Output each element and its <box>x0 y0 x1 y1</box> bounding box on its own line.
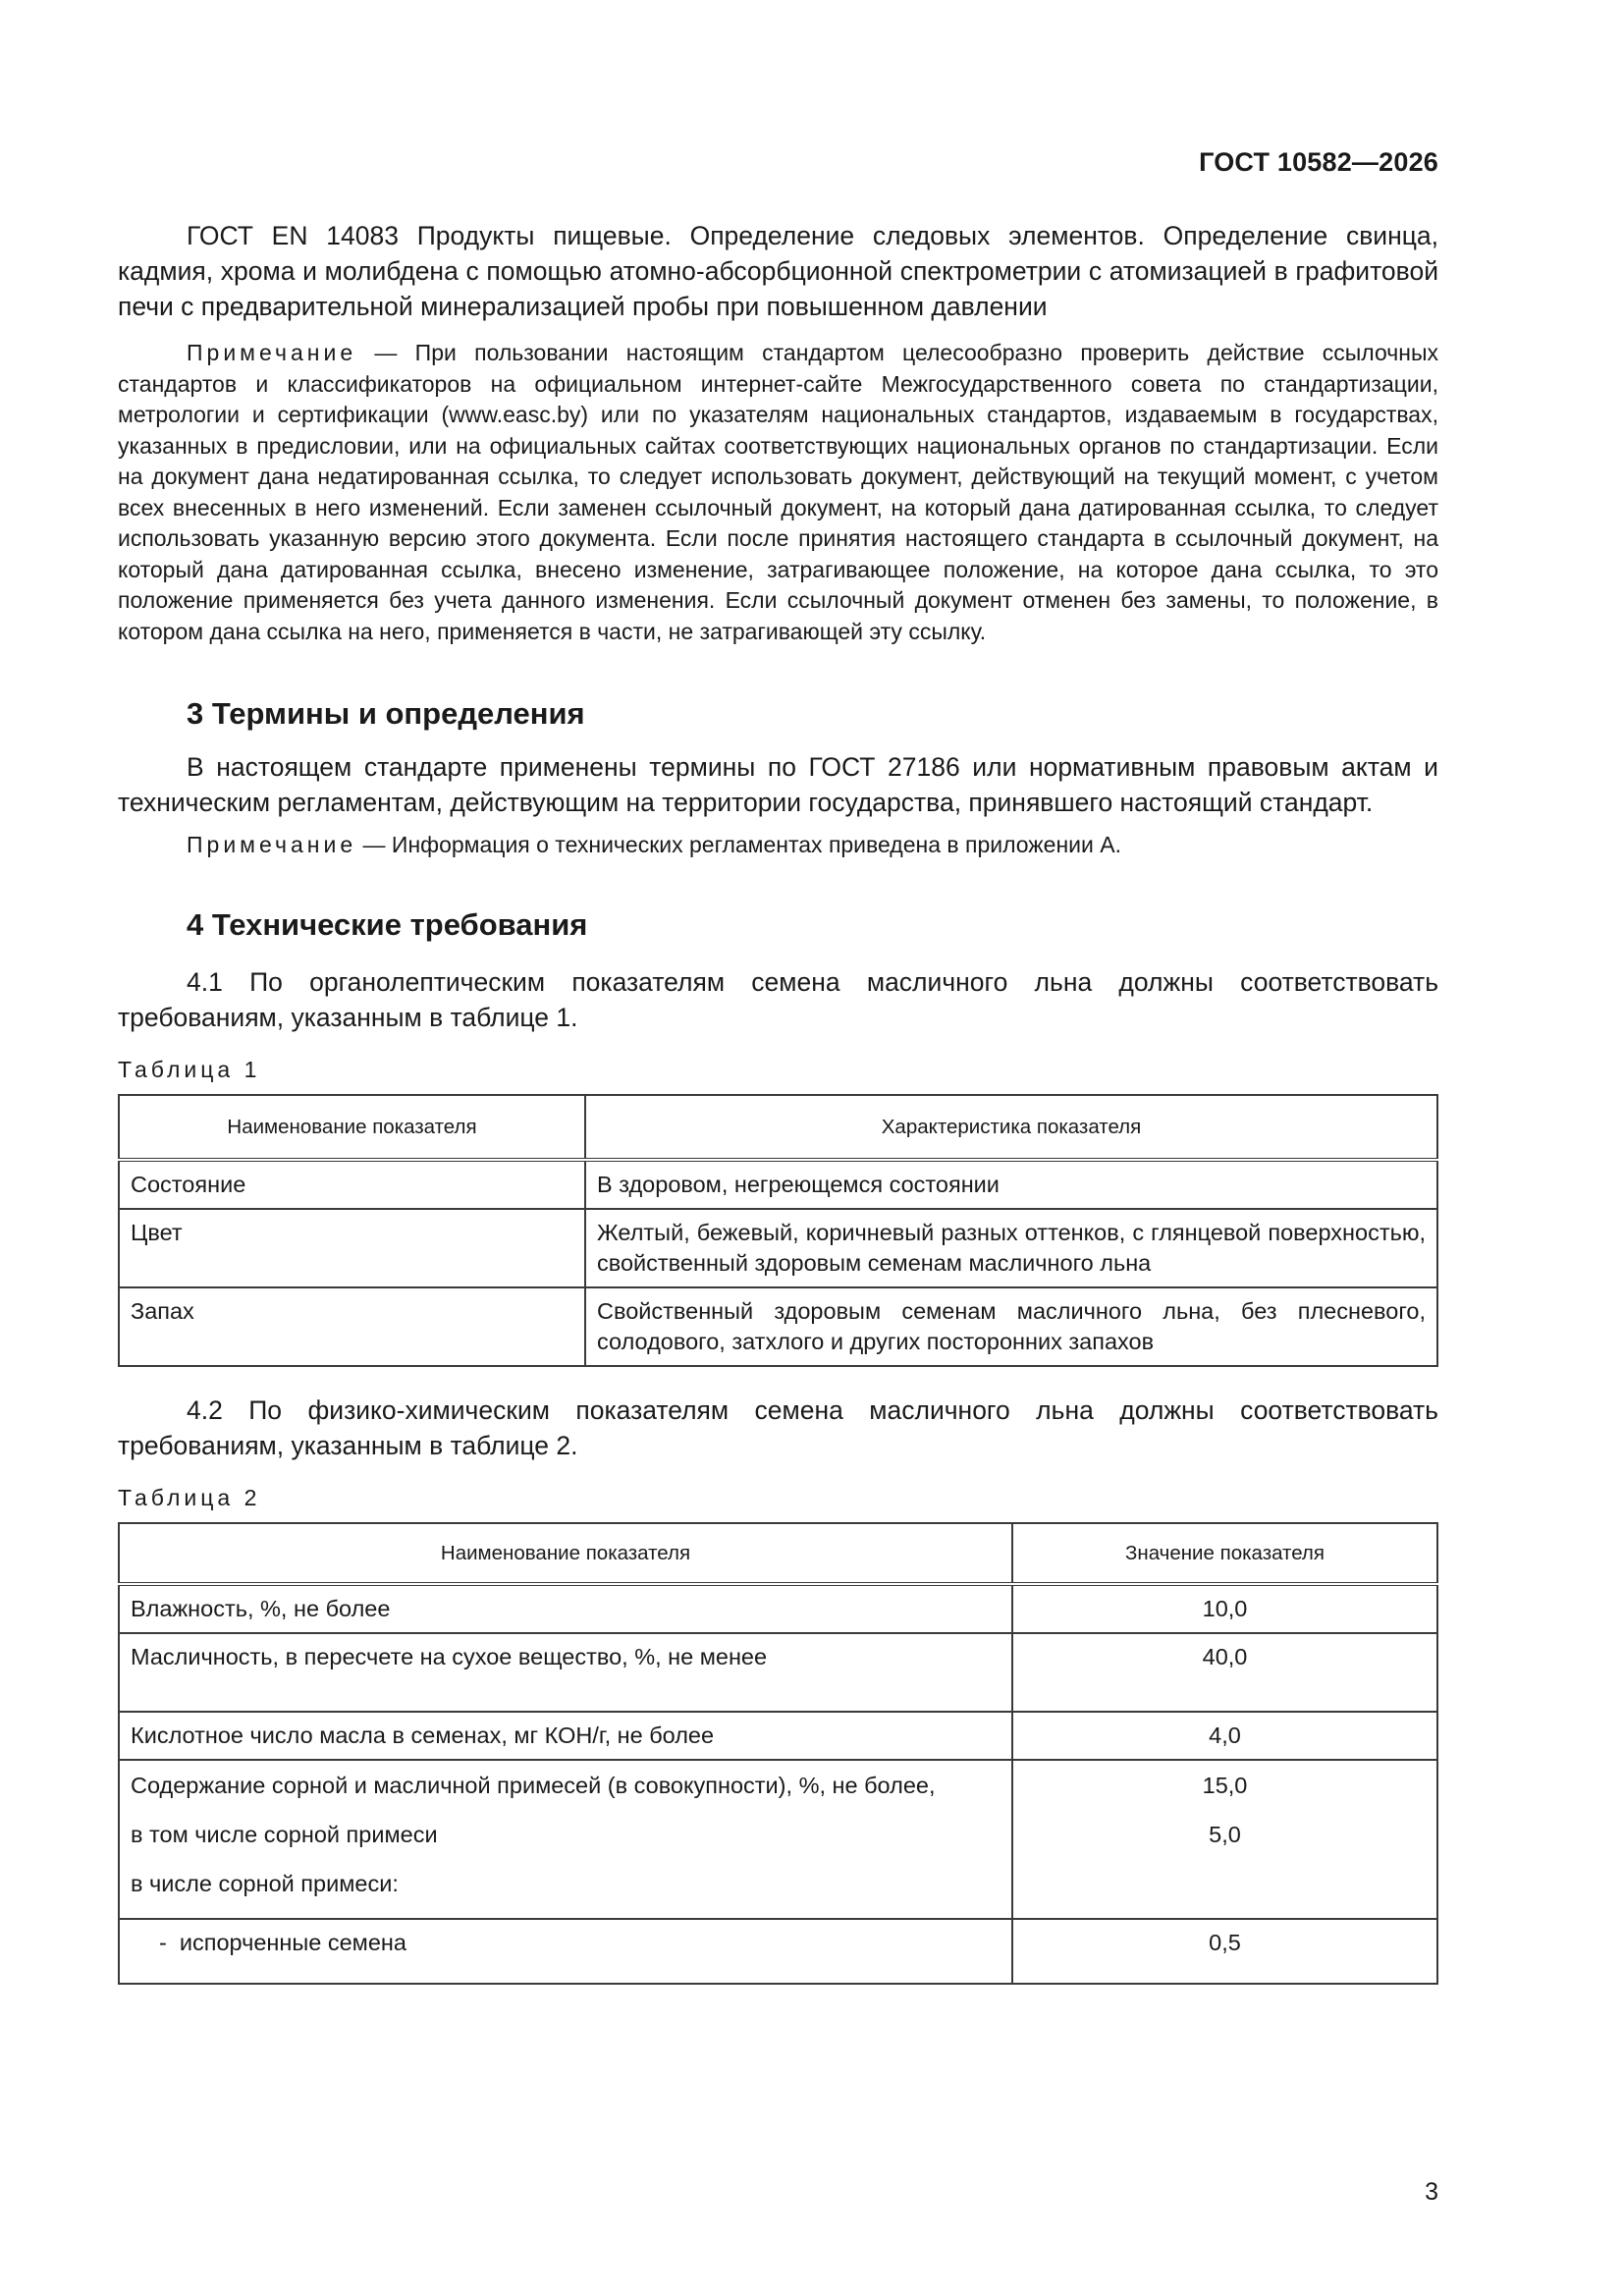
table-row <box>119 1919 1437 1984</box>
indicator-name: Кислотное число масла в семенах, мг КОН/г, не более <box>119 1712 1012 1760</box>
indicator-value-group <box>1012 1760 1437 1919</box>
note-text: — При пользовании настоящим стандартом целесообразно проверить действие ссылочных стандартов и классификаторов на официальном интернет-сайте Межгосударственного совета по стандартизации, метрологии и сертификации (www.easc.by) или по указателям национальных стандартов, издаваемым в государствах, указанных в предисловии, или на официальных сайтах соответствующих национальных органов по стандартизации. Если на документ дана недатированная ссылка, то следует использовать документ, действующий на текущий момент, с учетом всех внесенных в него изменений. Если заменен ссылочный документ, на который дана датированная ссылка, то следует использовать указанную версию этого документа. Если после принятия настоящего стандарта в ссылочный документ, на который дана датированная ссылка, внесено изменение, затрагивающее положение, на которое дана ссылка, то это положение применяется без учета данного изменения. Если ссылочный документ отменен без замены, то положение, в котором дана ссылка на него, применяется в части, не затрагивающей эту ссылку. <box>118 340 1438 644</box>
paragraph-4-2: 4.2 По физико-химическим показателям семена масличного льна должны соответствовать требованиям, указанным в таблице 2. <box>118 1394 1438 1460</box>
indicator-characteristic: Свойственный здоровым семенам масличного льна, без плесневого, солодового, затхлого и других посторонних запахов <box>585 1287 1437 1366</box>
indicator-value-line: 5,0 <box>1209 1821 1241 1847</box>
document-code: ГОСТ 10582—2026 <box>1199 147 1438 177</box>
indicator-name: Цвет <box>119 1209 585 1287</box>
indicator-name: Запах <box>119 1287 585 1366</box>
indicator-value: 0,5 <box>1012 1919 1437 1984</box>
indicator-name-line: Содержание сорной и масличной примесей (в совокупности), %, не более, <box>131 1772 936 1798</box>
note-label: Примечание <box>187 832 357 857</box>
indicator-name: - испорченные семена <box>119 1919 1012 1984</box>
indicator-characteristic: В здоровом, негреющемся состоянии <box>585 1160 1437 1209</box>
table-1 <box>118 1094 1438 1367</box>
column-header: Наименование показателя <box>119 1523 1012 1584</box>
table-2 <box>118 1522 1438 1985</box>
table-row <box>119 1760 1437 1919</box>
indicator-value: 4,0 <box>1012 1712 1437 1760</box>
table-header-row <box>119 1095 1437 1160</box>
indicator-name-line: в том числе сорной примеси <box>131 1821 438 1847</box>
page-number: 3 <box>1425 2178 1438 2206</box>
table-row <box>119 1160 1437 1209</box>
section-4-title: 4 Технические требования <box>187 906 588 942</box>
column-header: Значение показателя <box>1012 1523 1437 1584</box>
indicator-characteristic: Желтый, бежевый, коричневый разных оттенков, с глянцевой поверхностью, свойственный здоровым семенам масличного льна <box>585 1209 1437 1287</box>
indicator-name: Влажность, %, не более <box>119 1584 1012 1633</box>
note-paragraph <box>118 338 1438 647</box>
table-row <box>119 1584 1437 1633</box>
indicator-name-group <box>119 1760 1012 1919</box>
indicator-name: Состояние <box>119 1160 585 1209</box>
indicator-name-line: в числе сорной примеси: <box>131 1870 399 1896</box>
indicator-value: 10,0 <box>1012 1584 1437 1633</box>
table-row <box>119 1287 1437 1366</box>
table-row <box>119 1633 1437 1712</box>
table-header-row <box>119 1523 1437 1584</box>
table-row <box>119 1712 1437 1760</box>
note-label: Примечание <box>187 340 357 365</box>
table-2-caption: Таблица 2 <box>118 1484 261 1510</box>
column-header: Наименование показателя <box>119 1095 585 1160</box>
section-3-title: 3 Термины и определения <box>187 696 585 731</box>
table-1-caption: Таблица 1 <box>118 1056 261 1082</box>
page-content <box>118 218 1438 1985</box>
indicator-value: 40,0 <box>1012 1633 1437 1712</box>
section-3-text: В настоящем стандарте применены термины по ГОСТ 27186 или нормативным правовым актам и техническим регламентам, действующим на территории государства, принявшего настоящий стандарт. <box>118 752 1438 817</box>
section-3-note <box>118 830 1438 861</box>
indicator-value-line: 15,0 <box>1202 1772 1248 1798</box>
table-row <box>119 1209 1437 1287</box>
note-text: — Информация о технических регламентах приведена в приложении А. <box>356 832 1121 857</box>
indicator-name: Масличность, в пересчете на сухое вещество, %, не менее <box>119 1633 1012 1712</box>
reference-paragraph: ГОСТ EN 14083 Продукты пищевые. Определение следовых элементов. Определение свинца, кадмия, хрома и молибдена с помощью атомно-абсорбционной спектрометрии с атомизацией в графитовой печи с предварительной минерализацией пробы при повышенном давлении <box>118 221 1438 321</box>
column-header: Характеристика показателя <box>585 1095 1437 1160</box>
paragraph-4-1: 4.1 По органолептическим показателям семена масличного льна должны соответствовать требованиям, указанным в таблице 1. <box>118 966 1438 1032</box>
